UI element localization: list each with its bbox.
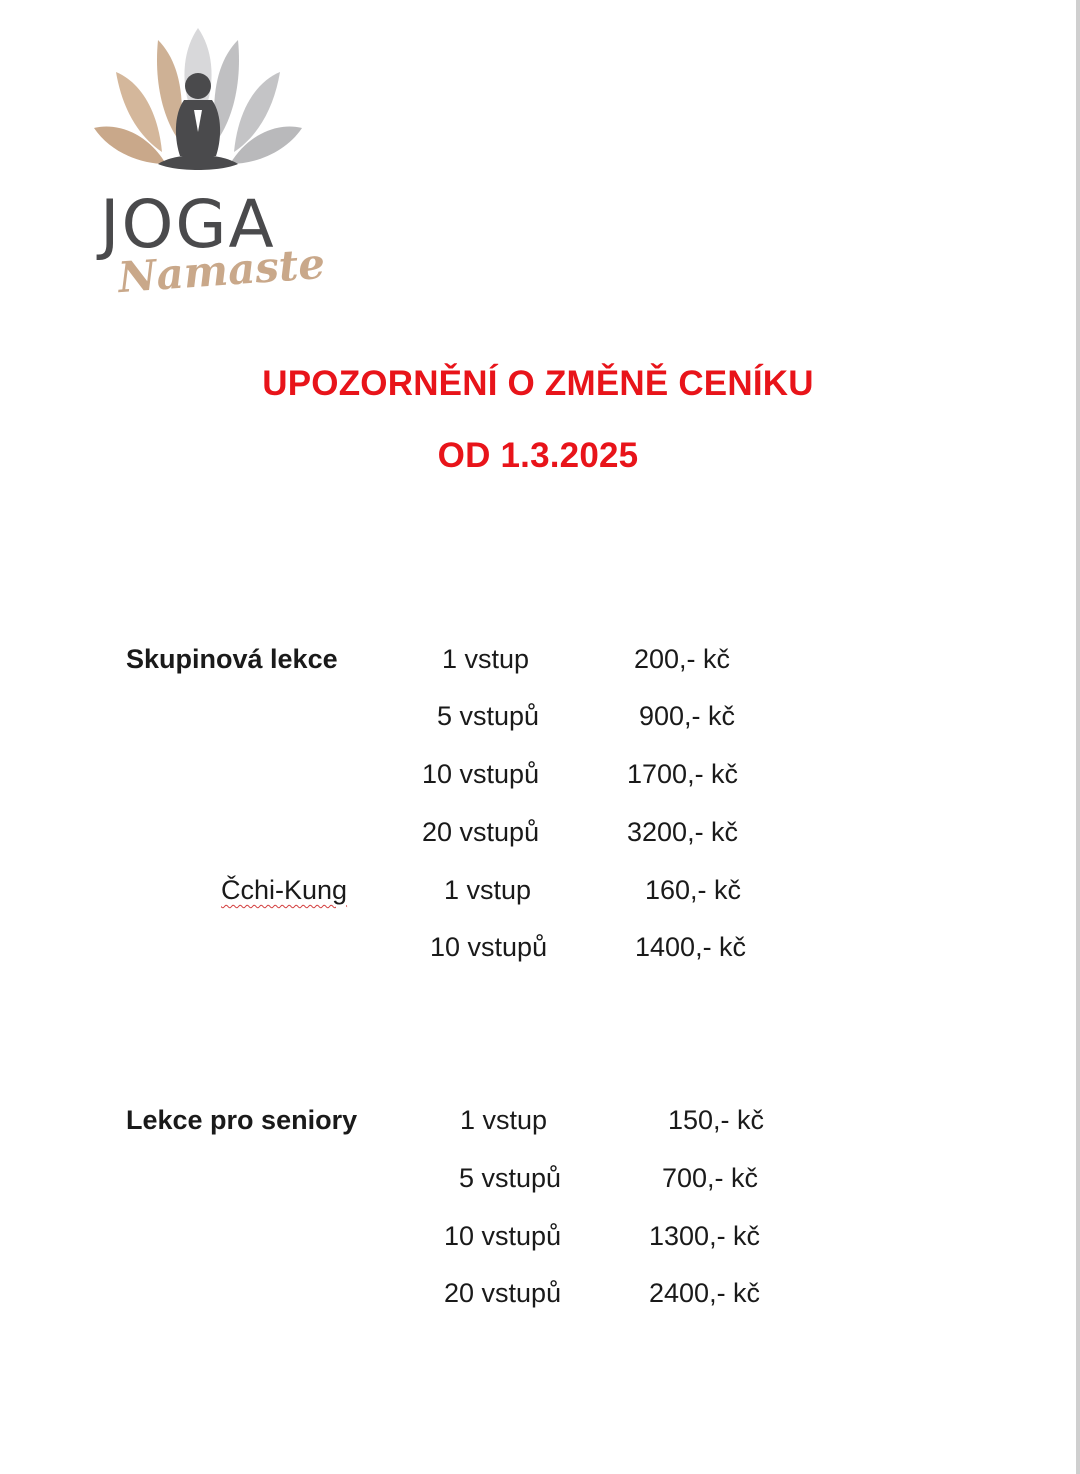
lotus-meditation-icon [88, 24, 308, 204]
entries: 1 vstup [442, 644, 530, 674]
price: 1300,- kč [649, 1221, 761, 1251]
section-label: Lekce pro seniory [126, 1105, 358, 1135]
section-label: Skupinová lekce [126, 644, 338, 674]
entries: 5 vstupů [459, 1163, 562, 1193]
logo-word: JOGA [100, 186, 276, 263]
entries: 1 vstup [444, 875, 532, 905]
entries: 20 vstupů [444, 1278, 562, 1308]
price: 200,- kč [634, 644, 731, 674]
entries: 10 vstupů [422, 759, 540, 789]
entries: 10 vstupů [444, 1221, 562, 1251]
page-edge [1076, 0, 1080, 1474]
price: 1400,- kč [635, 932, 747, 962]
entries: 10 vstupů [430, 932, 548, 962]
entries: 1 vstup [460, 1105, 548, 1135]
price: 900,- kč [639, 701, 736, 731]
notice-title: UPOZORNĚNÍ O ZMĚNĚ CENÍKU [262, 364, 814, 403]
joga-namaste-logo [88, 24, 327, 314]
price: 2400,- kč [649, 1278, 761, 1308]
entries: 20 vstupů [422, 817, 540, 847]
price: 1700,- kč [627, 759, 739, 789]
price: 160,- kč [645, 875, 742, 905]
price: 700,- kč [662, 1163, 759, 1193]
notice-date: OD 1.3.2025 [437, 436, 639, 475]
entries: 5 vstupů [437, 701, 540, 731]
logo-script: Namaste [116, 238, 327, 303]
price: 150,- kč [668, 1105, 765, 1135]
price: 3200,- kč [627, 817, 739, 847]
section-label: Čchi-Kung [221, 875, 348, 905]
